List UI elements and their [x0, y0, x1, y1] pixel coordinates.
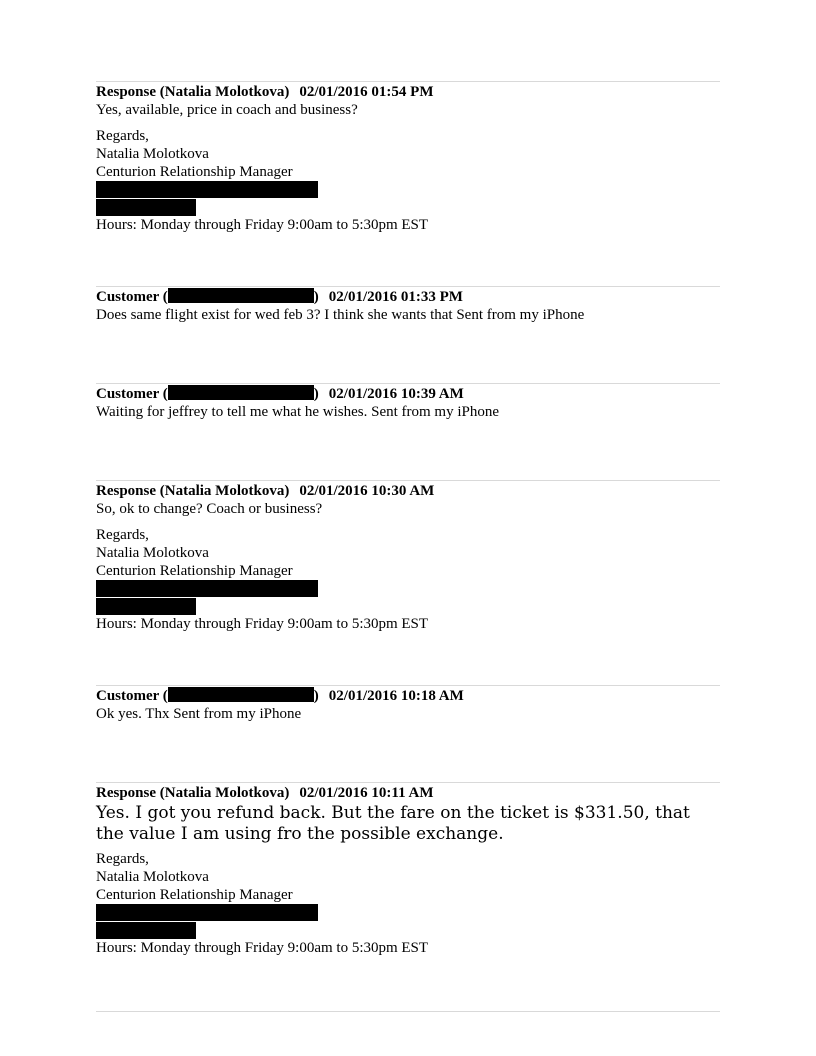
sender-label-prefix: Customer (	[96, 386, 168, 402]
redaction-bar	[96, 199, 196, 216]
message-response	[96, 81, 720, 234]
divider	[96, 782, 720, 783]
divider	[96, 685, 720, 686]
message-text: Does same flight exist for wed feb 3? I think she wants that Sent from my iPhone	[96, 307, 585, 323]
message-header	[96, 385, 720, 403]
redaction-bar	[96, 922, 196, 939]
timestamp: 02/01/2016 10:18 AM	[328, 688, 464, 704]
divider	[96, 81, 720, 82]
sender-label-prefix: Customer (	[96, 289, 168, 305]
signature-regards: Regards,	[96, 527, 149, 543]
message-text: Waiting for jeffrey to tell me what he wishes. Sent from my iPhone	[96, 404, 500, 420]
signature-hours: Hours: Monday through Friday 9:00am to 5:30pm EST	[96, 940, 429, 956]
message-customer	[96, 383, 720, 421]
redaction-bar	[168, 385, 314, 400]
signature-block	[96, 127, 720, 234]
sender-label-suffix: )	[313, 688, 319, 704]
message-response	[96, 480, 720, 633]
sender-label: Response (Natalia Molotkova)	[96, 483, 290, 499]
signature-block	[96, 526, 720, 633]
sender-label-suffix: )	[313, 386, 319, 402]
message-text: Yes. I got you refund back. But the fare on the ticket is $331.50, that the value I am using fro the possible exchange.	[96, 803, 690, 844]
message-text: Ok yes. Thx Sent from my iPhone	[96, 706, 302, 722]
redaction-bar	[96, 181, 318, 198]
signature-title: Centurion Relationship Manager	[96, 563, 293, 579]
divider	[96, 1011, 720, 1012]
sender-label-suffix: )	[313, 289, 319, 305]
signature-name: Natalia Molotkova	[96, 545, 209, 561]
signature-hours: Hours: Monday through Friday 9:00am to 5:30pm EST	[96, 616, 429, 632]
signature-hours: Hours: Monday through Friday 9:00am to 5:30pm EST	[96, 217, 429, 233]
redaction-bar	[96, 598, 196, 615]
message-header	[96, 687, 720, 705]
signature-title: Centurion Relationship Manager	[96, 164, 293, 180]
redaction-bar	[96, 904, 318, 921]
message-customer	[96, 685, 720, 723]
sender-label: Response (Natalia Molotkova)	[96, 84, 290, 100]
timestamp: 02/01/2016 01:33 PM	[328, 289, 463, 305]
signature-block	[96, 850, 720, 957]
redaction-bar	[96, 580, 318, 597]
signature-name: Natalia Molotkova	[96, 146, 209, 162]
timestamp: 02/01/2016 10:39 AM	[328, 386, 464, 402]
message-text: Yes, available, price in coach and business?	[96, 102, 358, 118]
message-header	[96, 288, 720, 306]
divider	[96, 480, 720, 481]
timestamp: 02/01/2016 10:30 AM	[299, 483, 435, 499]
divider	[96, 286, 720, 287]
message-customer	[96, 286, 720, 324]
signature-name: Natalia Molotkova	[96, 869, 209, 885]
redaction-bar	[168, 687, 314, 702]
divider	[96, 383, 720, 384]
message-header	[96, 482, 720, 500]
signature-regards: Regards,	[96, 128, 149, 144]
sender-label: Response (Natalia Molotkova)	[96, 785, 290, 801]
sender-label-prefix: Customer (	[96, 688, 168, 704]
message-response	[96, 782, 720, 957]
timestamp: 02/01/2016 10:11 AM	[299, 785, 434, 801]
timestamp: 02/01/2016 01:54 PM	[299, 84, 434, 100]
message-header	[96, 83, 720, 101]
signature-title: Centurion Relationship Manager	[96, 887, 293, 903]
message-text: So, ok to change? Coach or business?	[96, 501, 323, 517]
signature-regards: Regards,	[96, 851, 149, 867]
redaction-bar	[168, 288, 314, 303]
message-header	[96, 784, 720, 802]
